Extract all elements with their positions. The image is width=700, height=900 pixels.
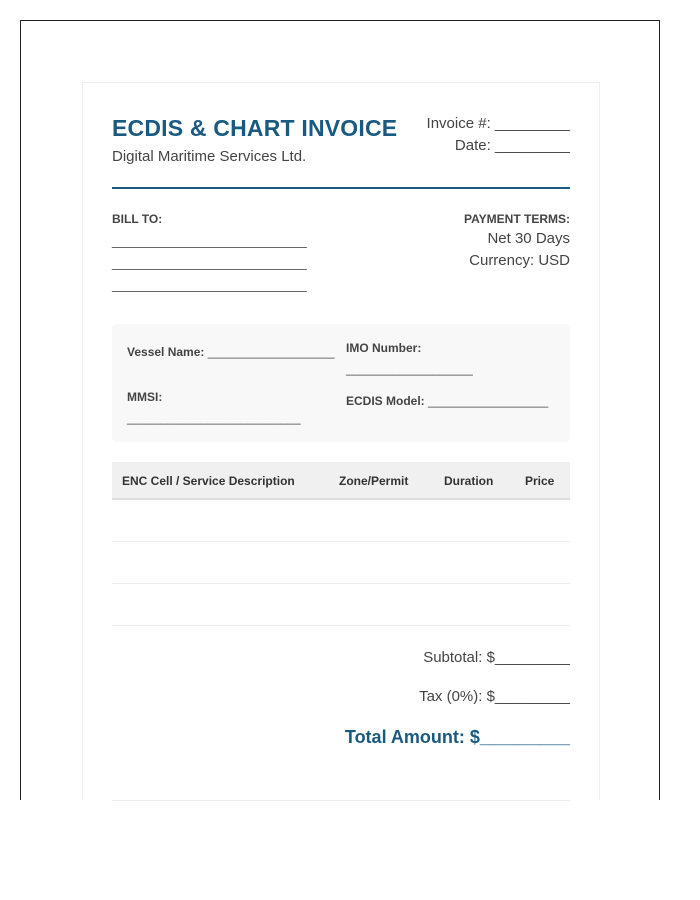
- imo-number-label: IMO Number:: [346, 341, 422, 355]
- ecdis-model-blank: __________________: [428, 394, 549, 408]
- currency-value: Currency: USD: [469, 252, 570, 269]
- payment-terms-label: PAYMENT TERMS:: [463, 212, 570, 226]
- invoice-date-field: Date: _________: [454, 137, 570, 154]
- vessel-name-blank: ___________________: [207, 345, 335, 359]
- column-header-price: Price: [525, 474, 555, 488]
- footer-divider: [112, 800, 570, 801]
- mmsi-blank: __________________________: [127, 411, 301, 425]
- bill-to-line: _________________________: [112, 254, 307, 270]
- tax-field: Tax (0%): $_________: [419, 688, 570, 705]
- mmsi-label: MMSI:: [127, 390, 163, 404]
- table-row: [112, 625, 570, 626]
- company-name: Digital Maritime Services Ltd.: [112, 148, 307, 165]
- vessel-name-field: [127, 345, 335, 359]
- invoice-title: ECDIS & CHART INVOICE: [112, 115, 398, 141]
- total-amount-field: Total Amount: $_________: [344, 727, 570, 747]
- column-header-duration: Duration: [444, 474, 494, 488]
- table-row: [112, 541, 570, 542]
- bill-to-line: _________________________: [112, 276, 307, 292]
- header-divider: [112, 187, 570, 189]
- bill-to-line: _________________________: [112, 232, 307, 248]
- ecdis-model-label: ECDIS Model:: [346, 394, 425, 408]
- column-header-zone: Zone/Permit: [339, 474, 409, 488]
- table-row: [112, 583, 570, 584]
- column-header-description: ENC Cell / Service Description: [122, 474, 295, 488]
- bill-to-label: BILL TO:: [112, 212, 163, 226]
- imo-number-blank: ___________________: [346, 362, 473, 376]
- payment-terms-value: Net 30 Days: [487, 230, 570, 247]
- subtotal-field: Subtotal: $_________: [423, 649, 570, 666]
- invoice-number-field: Invoice #: _________: [426, 115, 570, 132]
- vessel-name-label: Vessel Name:: [127, 345, 205, 359]
- ecdis-model-field: [346, 394, 548, 408]
